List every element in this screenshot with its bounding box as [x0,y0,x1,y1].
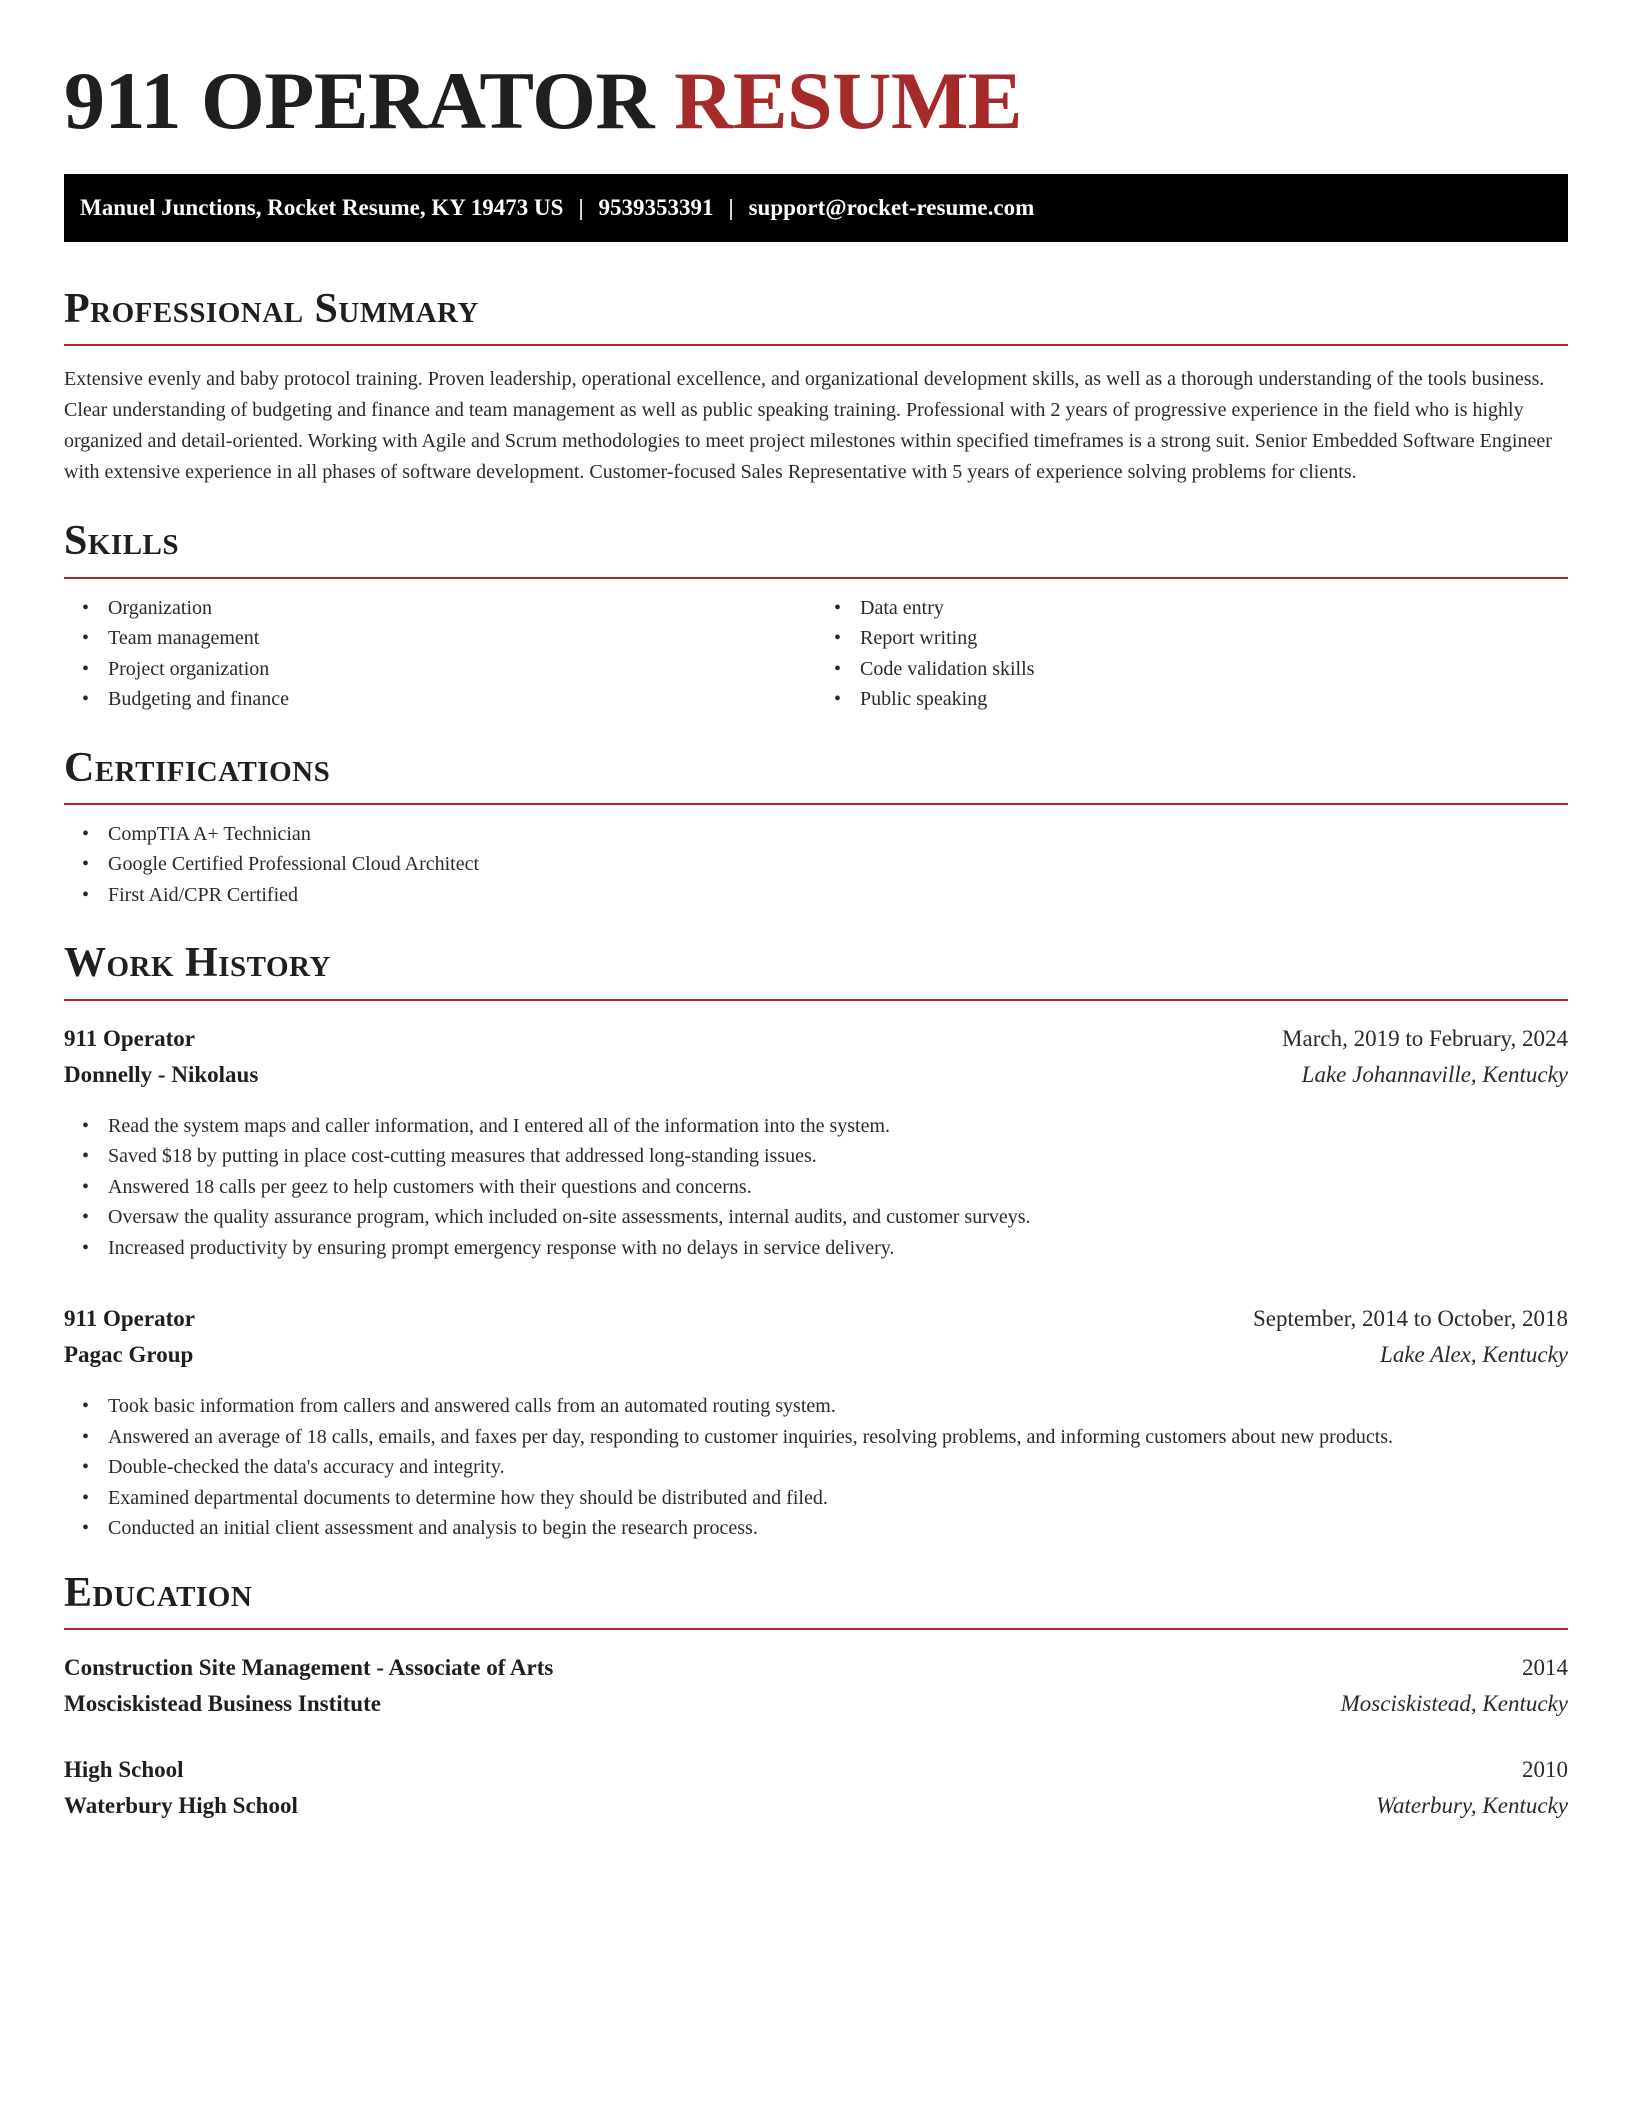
skills-list-left [64,593,816,715]
skill-item: • Code validation skills [860,654,1568,685]
section-divider [64,1628,1568,1630]
section-heading-skills: Skills [64,518,180,565]
certification-item: • CompTIA A+ Technician [108,819,1568,850]
education-degree: Construction Site Management - Associate of Arts [64,1654,554,1680]
certifications-section [64,745,1568,911]
skill-item: • Report writing [860,623,1568,654]
section-divider [64,577,1568,579]
education-year: 2014 [1522,1654,1568,1680]
section-divider [64,344,1568,346]
summary-section [64,286,1568,488]
resume-title [64,54,1568,148]
job-header-row [64,1021,1568,1057]
contact-phone: 9539353391 [598,195,714,221]
certification-item: • First Aid/CPR Certified [108,880,1568,911]
job-company-row [64,1337,1568,1373]
job-entry [64,1301,1568,1544]
section-divider [64,803,1568,805]
contact-separator: | [728,195,734,221]
title-main: 911 OPERATOR [64,55,655,146]
job-bullet: • Increased productivity by ensuring prompt emergency response with no delays in service delivery. [108,1233,1568,1264]
section-heading-education: Education [64,1569,253,1616]
job-company: Pagac Group [64,1342,194,1368]
certifications-list [64,819,1568,911]
education-location: Mosciskistead, Kentucky [1340,1690,1568,1716]
section-heading-work-history: Work History [64,940,331,987]
education-degree-row [64,1752,1568,1788]
job-location: Lake Johannaville, Kentucky [1301,1061,1568,1087]
job-header-row [64,1301,1568,1337]
education-degree: High School [64,1756,184,1782]
education-school: Waterbury High School [64,1792,298,1818]
section-heading-summary: Professional Summary [64,286,479,333]
title-accent: RESUME [674,55,1022,146]
job-bullet: • Answered an average of 18 calls, emails, and faxes per day, responding to customer inquiries, resolving problems, and informing customers about new products. [108,1422,1568,1453]
job-company-row [64,1057,1568,1093]
job-dates: September, 2014 to October, 2018 [1253,1306,1568,1332]
job-bullet: • Conducted an initial client assessment and analysis to begin the research process. [108,1513,1568,1544]
education-entry [64,1650,1568,1722]
job-bullets [64,1111,1568,1264]
section-divider [64,999,1568,1001]
skills-grid [64,593,1568,715]
work-history-section [64,940,1568,1543]
job-bullet: • Double-checked the data's accuracy and integrity. [108,1452,1568,1483]
education-school-row [64,1686,1568,1722]
job-bullet: • Answered 18 calls per geez to help customers with their questions and concerns. [108,1172,1568,1203]
education-school: Mosciskistead Business Institute [64,1690,381,1716]
job-bullets [64,1391,1568,1544]
skill-item: • Public speaking [860,684,1568,715]
education-location: Waterbury, Kentucky [1375,1792,1568,1818]
job-bullet: • Saved $18 by putting in place cost-cutting measures that addressed long-standing issues. [108,1141,1568,1172]
job-bullet: • Read the system maps and caller information, and I entered all of the information into the system. [108,1111,1568,1142]
education-degree-row [64,1650,1568,1686]
section-heading-certifications: Certifications [64,744,331,791]
summary-text: Extensive evenly and baby protocol training. Proven leadership, operational excellence, and organizational development skills, as well as a thorough understanding of the tools business. Clear understanding of budgeting and finance and team management as well as public speaking training. Professional with 2 years of progressive experience in the field who is highly organized and detail-oriented. Working with Agile and Scrum methodologies to meet project milestones within specified timeframes is a strong suit. Senior Embedded Software Engineer with extensive experience in all phases of software development. Customer-focused Sales Representative with 5 years of experience solving problems for clients. [64,368,1552,484]
job-dates: March, 2019 to February, 2024 [1282,1025,1568,1051]
education-school-row [64,1788,1568,1824]
job-company: Donnelly - Nikolaus [64,1061,259,1087]
job-title: 911 Operator [64,1306,195,1332]
skill-item: • Budgeting and finance [108,684,816,715]
job-bullet: • Examined departmental documents to determine how they should be distributed and filed. [108,1483,1568,1514]
contact-bar [64,174,1568,242]
skill-item: • Organization [108,593,816,624]
skills-section [64,518,1568,714]
skills-list-right [816,593,1568,715]
job-entry [64,1021,1568,1264]
education-entry [64,1752,1568,1824]
contact-email: support@rocket-resume.com [748,195,1035,221]
contact-separator: | [578,195,584,221]
job-bullet: • Took basic information from callers and answered calls from an automated routing system. [108,1391,1568,1422]
job-title: 911 Operator [64,1025,195,1051]
education-section [64,1570,1568,1824]
certification-item: • Google Certified Professional Cloud Architect [108,849,1568,880]
skill-item: • Project organization [108,654,816,685]
skill-item: • Data entry [860,593,1568,624]
skill-item: • Team management [108,623,816,654]
education-year: 2010 [1522,1756,1568,1782]
contact-address: Manuel Junctions, Rocket Resume, KY 19473 US [80,195,564,221]
job-bullet: • Oversaw the quality assurance program, which included on-site assessments, internal audits, and customer surveys. [108,1202,1568,1233]
job-location: Lake Alex, Kentucky [1380,1342,1568,1368]
